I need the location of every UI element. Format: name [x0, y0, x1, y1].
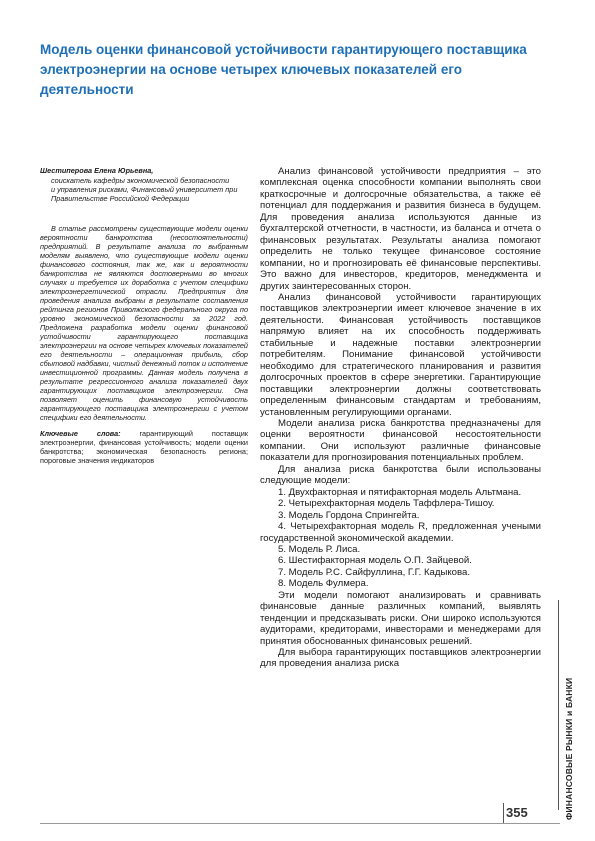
body-paragraph: Эти модели помогают анализировать и сравнивать финансовые данные различных компаний, выявлять тенденции и предсказывать риски. Они широко используются аудиторами, кредиторами, инвесторами и менеджерами для принятия обоснованных финансовых решений.: [260, 589, 541, 647]
list-item: 8. Модель Фулмера.: [278, 578, 369, 590]
list-item: 1. Двухфакторная и пятифакторная модель Альтмана.: [278, 486, 522, 498]
body-paragraph: Анализ финансовой устойчивости предприятия – это комплексная оценка способности компании выполнять свои краткосрочные и долгосрочные обязательства, а также её потенциал для поддержания и развития бизнеса в будущем. Для проведения анализа используются данные из бухгалтерской отчетности, в частности, из баланса и отчета о финансовых результатах. Результаты анализа помогают определить не только текущее финансовое состояние компании, но и прогнозировать её финансовые перспективы. Это важно для инвесторов, кредиторов, менеджмента и других заинтересованных сторон.: [260, 166, 541, 292]
article-title: Модель оценки финансовой устойчивости гарантирующего поставщика электроэнергии на основе четырех ключевых показателей его деятельности: [40, 42, 527, 97]
keywords-text: гарантирующий поставщик электроэнергии, финансовая устойчивость; модели оценки банкротства; экономическая безопасность региона; пороговые значения индикаторов: [40, 429, 248, 466]
list-item: 7. Модель Р.С. Сайфуллина, Г.Г. Кадыкова.: [278, 566, 470, 578]
body-column: [260, 166, 541, 670]
list-item: 3. Модель Гордона Спрингейта.: [278, 509, 420, 521]
keywords: [40, 429, 248, 465]
footer-rule: [40, 823, 560, 824]
author-affiliation: соискатель кафедры экономической безопасности и управления рисками, Финансовый университет при Правительстве Российской Федерации: [51, 176, 238, 203]
page-number: 355: [506, 805, 528, 820]
abstract: В статье рассмотрены существующие модели оценки вероятности банкротства (несостоятельности) предприятий. В результате анализа по выбранным моделям выявлено, что существующие модели оценки финансового состояния, так же, как и вероятности банкротства не являются достоверными во многих случаях и требуется их доработка с учетом специфики электроэнергетической отрасли. Предприятия для проведения анализа выбраны в результате составления рейтинга регионов Приволжского федерального округа по уровню экономической безопасности за 2022 год. Предложена разработка модели оценки финансовой устойчивости гарантирующего поставщика электроэнергии на основе четырех ключевых показателей его деятельности – операционная прибыль, сбор сбытовой надбавки, чистый денежный поток и исполнение инвестиционной программы. Данная модель получена в результате регрессионного анализа показателей двух гарантирующих поставщиков электроэнергии. Она позволяет оценить финансовую устойчивость гарантирующего поставщика электроэнергии с учетом специфики его деятельности.: [40, 224, 248, 422]
author-name: Шестиперова Елена Юрьевна,: [40, 166, 154, 175]
section-label: ФИНАНСОВЫЕ РЫНКИ и БАНКИ: [564, 677, 574, 820]
list-item: 4. Четырехфакторная модель R, предложенная учеными государственной экономической академии.: [260, 521, 541, 544]
keywords-label: Ключевые слова:: [40, 429, 121, 439]
body-paragraph: Модели анализа риска банкротства предназначены для оценки вероятности финансовой несостоятельности компании. Они используют различные финансовые показатели для прогнозирования потенциальных проблем.: [260, 417, 541, 464]
list-item: 6. Шестифакторная модель О.П. Зайцевой.: [278, 555, 472, 567]
list-item: 2. Четырехфакторная модель Таффлера-Тишоу.: [278, 498, 495, 510]
body-paragraph: Анализ финансовой устойчивости гарантирующих поставщиков электроэнергии имеет ключевое значение в их деятельности. Финансовая устойчивость поставщиков напрямую влияет на их способность поддерживать стабильные и надежные поставки электроэнергии потребителям. Понимание финансовой устойчивости необходимо для стратегического планирования и развития долгосрочных проектов в сфере энергетики. Гарантирующие поставщики электроэнергии должны соответствовать определенным финансовым стандартам и требованиям, установленным регулирующими органами.: [260, 291, 541, 418]
section-divider: [558, 600, 559, 810]
list-item: 5. Модель Р. Лиса.: [278, 543, 361, 555]
body-paragraph: Для анализа риска банкротства были использованы следующие модели:: [260, 463, 541, 487]
body-paragraph: Для выбора гарантирующих поставщиков электроэнергии для проведения анализа риска: [260, 647, 541, 670]
left-column: [40, 166, 248, 473]
